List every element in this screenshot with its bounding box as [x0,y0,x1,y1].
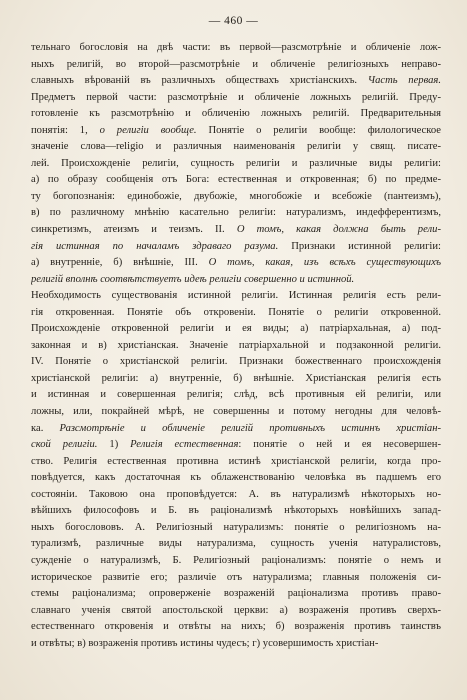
text-line [31,586,441,603]
italic-span: Часть первая. [367,75,441,87]
text-span: а) внутренніе, б) внѣшніе, III. [31,257,209,269]
text-span: турализмѣ, различные виды натурализма, сущность ученія натуралистовъ, [31,538,441,550]
text-line [31,404,441,421]
text-line [31,636,441,653]
text-line [31,421,441,438]
text-line [31,239,441,256]
text-span: повѣдуется, какъ достаточная къ облаженствованію человѣка въ падшемъ его [31,472,441,484]
text-line [31,536,441,553]
text-span: и истинная и совершенная религія; слѣд, всѣ противныя ей религіи, или [31,389,441,401]
text-span: ство. Религія естественная противна истинѣ христіанской религіи, когда про- [31,455,441,467]
text-line [31,73,441,90]
text-line [31,387,441,404]
text-span: синкретизмъ, атеизмъ и теизмъ. II. [31,224,237,236]
text-line [31,338,441,355]
text-span: Понятіе о религіи вообще: филологическое [196,124,441,136]
text-line [31,321,441,338]
text-span: законная и в) христіанская. Значеніе патріархальной и подзаконной религіи. [31,339,441,351]
italic-span: религій вполнѣ соотвѣтствуетъ идеѣ религіи совершенно и истинной. [31,273,355,285]
text-span: и отвѣты; в) возраженія противъ истины чудесъ; г) усовершимость христіан- [31,637,379,649]
text-span: а) по образу сообщенія отъ Бога: естественная и откровенная; б) по предме- [31,174,441,186]
text-line [31,222,441,239]
italic-span: О томъ, какая, изъ всѣхъ существующихъ [208,257,441,269]
text-line [31,305,441,322]
text-line [31,156,441,173]
text-line [31,503,441,520]
text-span: славныхъ вѣрованій въ различныхъ обществахъ христіанскихъ. [31,75,368,87]
text-span: ныхъ религій, во второй—разсмотрѣніе и обличеніе религіозныхъ неправо- [31,58,441,70]
text-span: 1) [97,439,131,451]
text-span: готовленіе къ разсмотрѣнію и обличенію ложныхъ религій. Предварительныя [31,108,441,120]
text-span: сужденіе о натурализмѣ, Б. Религіозный раціонализмъ: понятіе о немъ и [31,554,441,566]
text-span: тельнаго богословія на двѣ части: въ первой—разсмотрѣніе и обличеніе лож- [31,42,441,53]
text-line [31,454,441,471]
text-span: Необходимость существованія истинной религіи. Истинная религія есть рели- [31,290,441,302]
text-line [31,40,441,57]
text-line [31,553,441,570]
text-line [31,57,441,74]
text-span: Признаки истинной религіи: [278,240,441,252]
text-line [31,172,441,189]
text-span: : понятіе о ней и ея несовершен- [238,439,441,451]
text-span: значеніе слова—religio и различныя наименованія религіи у свящ. писате- [31,141,441,153]
text-line [31,272,441,289]
text-line [31,437,441,454]
text-span: ка. [31,422,60,434]
text-line [31,619,441,636]
text-span: историческое развитіе его; различіе отъ натурализма; главныя положенія си- [31,571,441,583]
text-line [31,371,441,388]
text-span: вѣйшихъ философовъ и Б. въ раціонализмѣ нѣкоторыхъ новѣйшихъ запад- [31,505,441,517]
text-span: славнаго ученія святой апостольской церкви: а) возраженія противъ сверхъ- [31,604,441,616]
text-line [31,487,441,504]
italic-span: Религія естественная [130,439,239,451]
text-line [31,139,441,156]
text-span: ложны, или, покрайней мѣрѣ, не совершенны и потому негодны для человѣ- [31,406,441,418]
text-span: лей. Происхожденіе религіи, сущность религіи и различные виды религіи: [31,157,441,169]
italic-span: ской религіи. [31,439,98,451]
text-line [31,470,441,487]
italic-span: о религіи вообще. [99,124,197,136]
text-span: ту богопознанія: единобожіе, двубожіе, многобожіе и всебожіе (пантеизмъ), [31,190,441,202]
italic-span: гія истинная по началамъ здраваго разума. [31,240,279,252]
text-line [31,570,441,587]
text-line [31,354,441,371]
text-span: Предметъ первой части: разсмотрѣніе и обличеніе ложныхъ религій. Преду- [31,91,441,103]
text-span: IV. Понятіе о христіанской религіи. Признаки божественнаго происхожденія [31,356,441,368]
text-span: в) по различному мнѣнію касательно религіи: натурализмъ, индефферентизмъ, [31,207,441,219]
text-line [31,603,441,620]
text-span: естественнаго откровенія и отвѣты на нихъ; б) возраженія противъ таинствъ [31,621,441,633]
text-line [31,90,441,107]
text-line [31,288,441,305]
text-span: стемы раціонализма; опроверженіе возраженій раціонализма противъ право- [31,588,441,600]
text-span: христіанской религіи: а) внутренніе, б) внѣшніе. Христіанская религія есть [31,372,441,384]
text-span: состояніи. Таковою она проповѣдуется: А. въ натурализмѣ нѣкоторыхъ но- [31,488,441,500]
text-span: Происхожденіе откровенной религіи и ея виды; а) патріархальная, а) под- [31,323,441,335]
text-span: гія откровенная. Понятіе объ откровеніи. Понятіе о религіи откровенной. [31,306,441,318]
text-span: ныхъ богослововъ. А. Религіозный натурализмъ: понятіе о религіозномъ на- [31,521,441,533]
body-text [31,40,441,652]
italic-span: Разсмотрѣніе и обличеніе религій противныхъ истиннъ христіан- [59,422,441,434]
page-number: — 460 — [208,15,259,27]
text-line [31,106,441,123]
italic-span: О томъ, какая должна быть рели- [236,224,441,236]
text-line [31,255,441,272]
text-line [31,520,441,537]
text-span: понятія: 1, [31,124,100,136]
text-line [31,205,441,222]
text-line [31,189,441,206]
text-line [31,123,441,140]
